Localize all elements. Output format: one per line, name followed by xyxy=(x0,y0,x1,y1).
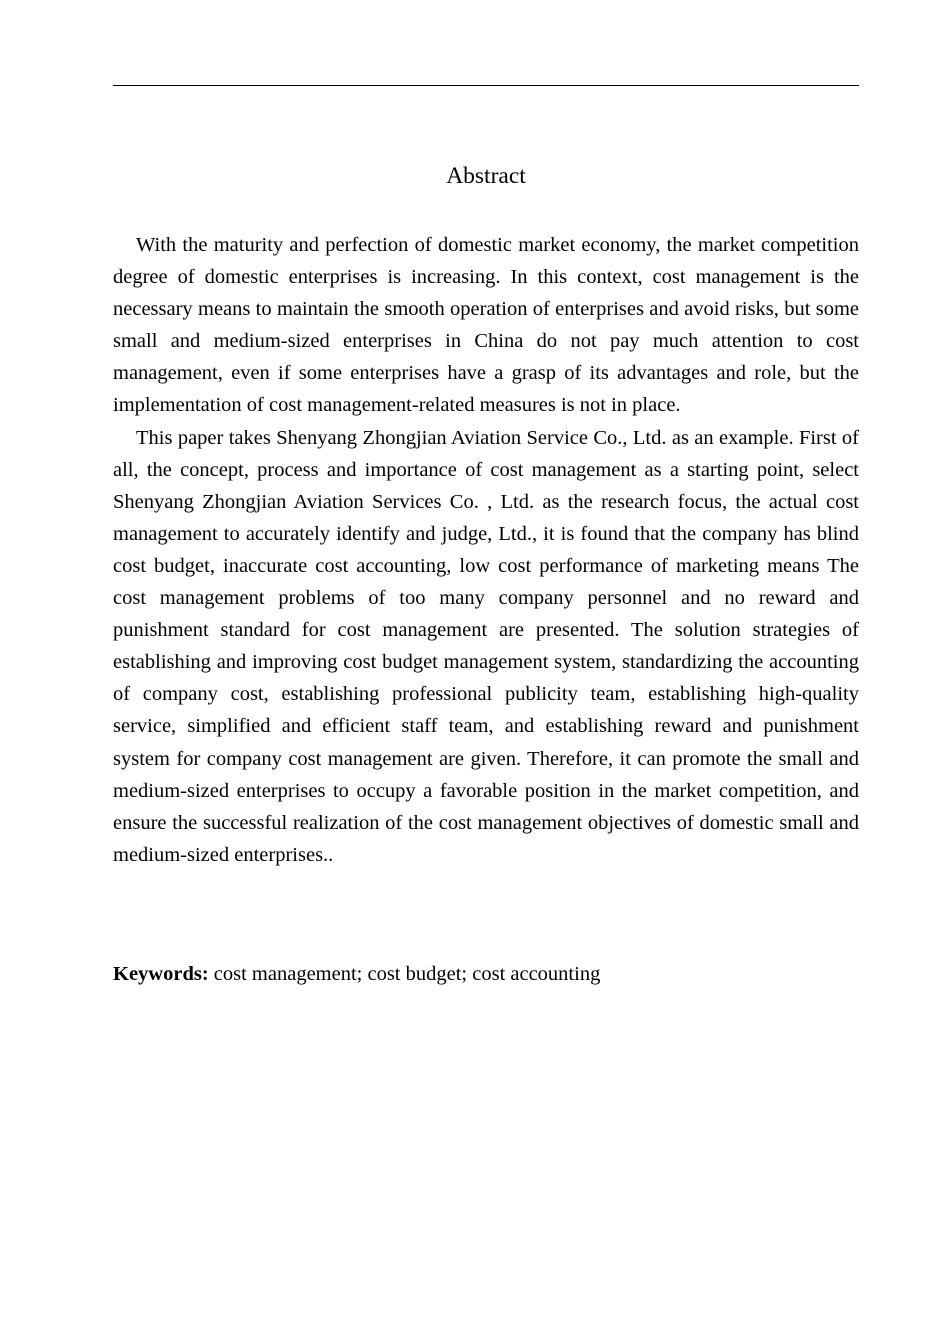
abstract-title: Abstract xyxy=(446,163,526,189)
abstract-body xyxy=(113,229,859,871)
header-rule xyxy=(113,85,859,86)
keywords-line xyxy=(113,958,859,990)
keywords-list: cost management; cost budget; cost accounting xyxy=(213,963,601,985)
keywords-label: Keywords: xyxy=(113,963,209,985)
abstract-paragraph-2: This paper takes Shenyang Zhongjian Aviation Service Co., Ltd. as an example. First of all, the concept, process and importance of cost management as a starting point, select Shenyang Zhongjian Aviation Services Co. , Ltd. as the research focus, the actual cost management to accurately identify and judge, Ltd., it is found that the company has blind cost budget, inaccurate cost accounting, low cost performance of marketing means The cost management problems of too many company personnel and no reward and punishment standard for cost management are presented. The solution strategies of establishing and improving cost budget management system, standardizing the accounting of company cost, establishing professional publicity team, establishing high-quality service, simplified and efficient staff team, and establishing reward and punishment system for company cost management are given. Therefore, it can promote the small and medium-sized enterprises to occupy a favorable position in the market competition, and ensure the successful realization of the cost management objectives of domestic small and medium-sized enterprises.. xyxy=(113,426,859,866)
abstract-paragraph-1: With the maturity and perfection of domestic market economy, the market competition degree of domestic enterprises is increasing. In this context, cost management is the necessary means to maintain the smooth operation of enterprises and avoid risks, but some small and medium-sized enterprises in China do not pay much attention to cost management, even if some enterprises have a grasp of its advantages and role, but the implementation of cost management-related measures is not in place. xyxy=(113,234,859,417)
